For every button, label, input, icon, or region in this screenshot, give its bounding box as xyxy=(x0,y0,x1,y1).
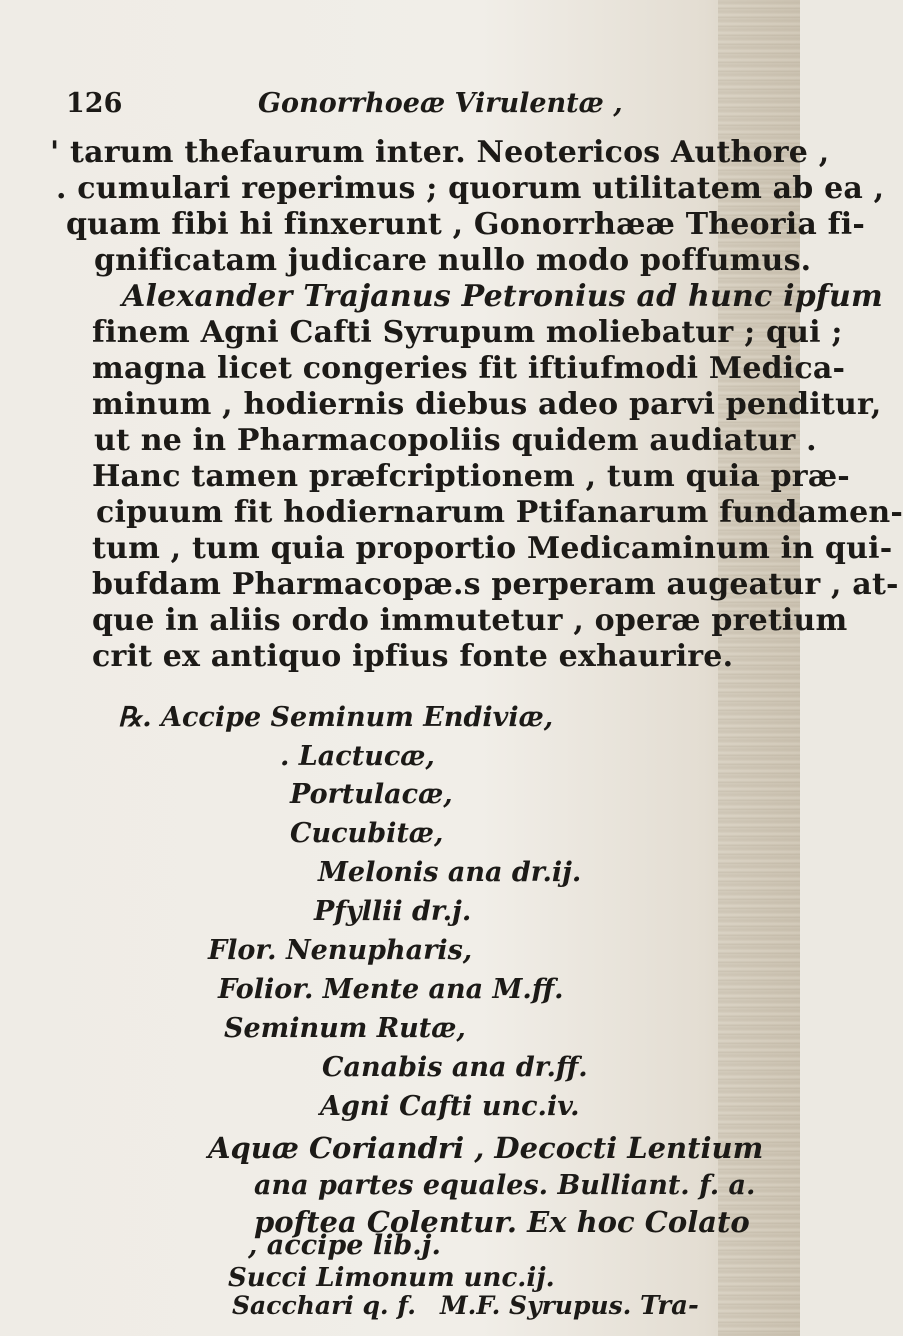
text-line: finem Agni Cafti Syrupum moliebatur ; qui ; xyxy=(92,315,843,350)
recipe-line: Pfyllii dr.j. xyxy=(314,896,472,927)
recipe-line: M.F. Syrupus. xyxy=(440,1291,632,1320)
text-line: que in aliis ordo immutetur , operæ pretium xyxy=(92,603,848,638)
recipe-line: Agni Cafti unc.iv. xyxy=(320,1091,580,1122)
recipe-line: Melonis ana dr.ij. xyxy=(318,857,582,888)
text-line: Alexander Trajanus Petronius ad hunc ipfum xyxy=(122,279,883,314)
recipe-line: , accipe lib.j. xyxy=(248,1230,441,1261)
recipe-line: ℞. Accipe Seminum Endiviæ, xyxy=(118,702,554,733)
recipe-line: Aquæ Coriandri , Decocti Lentium xyxy=(208,1131,764,1165)
text-line: bufdam Pharmacopæ.s perperam augeatur , at- xyxy=(92,567,899,602)
text-line: cipuum fit hodiernarum Ptifanarum fundamen- xyxy=(96,495,903,530)
recipe-line: Succi Limonum unc.ij. xyxy=(228,1263,555,1293)
text-line: minum , hodiernis diebus adeo parvi penditur, xyxy=(92,387,882,422)
recipe-line: Flor. Nenupharis, xyxy=(208,935,473,966)
text-line: tum , tum quia proportio Medicaminum in qui- xyxy=(92,531,893,566)
catchword: Tra- xyxy=(640,1291,699,1321)
text-line: crit ex antiquo ipfius fonte exhaurire. xyxy=(92,639,734,674)
recipe-line: Sacchari q. f. xyxy=(232,1291,416,1320)
recipe-line: ana partes equales. Bulliant. f. a. xyxy=(254,1170,756,1201)
recipe-line: Portulacæ, xyxy=(290,779,453,810)
recipe-line: Cucubitæ, xyxy=(290,818,444,849)
recipe-line: Canabis ana dr.ff. xyxy=(322,1052,588,1083)
text-line: quam fibi hi finxerunt , Gonorrhææ Theoria fi- xyxy=(66,207,865,242)
text-line: gnificatam judicare nullo modo poffumus. xyxy=(94,243,812,278)
text-line: Hanc tamen præfcriptionem , tum quia præ- xyxy=(92,459,850,494)
text-line: ut ne in Pharmacopoliis quidem audiatur . xyxy=(94,423,817,458)
recipe-line: poftea Colentur. Ex hoc Colato xyxy=(254,1205,750,1239)
recipe-line: . Lactucæ, xyxy=(280,741,435,772)
recipe-line: Folior. Mente ana M.ff. xyxy=(218,974,564,1005)
text-line: ' tarum thefaurum inter. Neotericos Authore , xyxy=(50,135,830,170)
page-number: 126 xyxy=(66,88,123,119)
text-line: . cumulari reperimus ; quorum utilitatem ab ea , xyxy=(56,171,885,206)
text-line: magna licet congeries fit iftiufmodi Medica- xyxy=(92,351,846,386)
running-head: Gonorrhoeæ Virulentæ , xyxy=(258,88,623,119)
recipe-line: Seminum Rutæ, xyxy=(224,1013,466,1044)
